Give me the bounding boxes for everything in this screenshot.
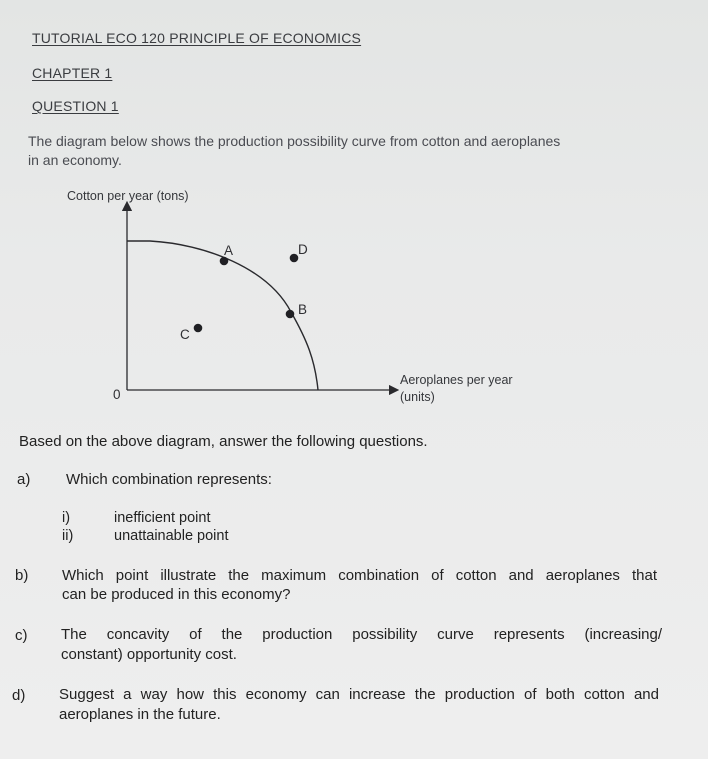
intro-line-2: in an economy.	[28, 152, 122, 168]
chapter-heading: CHAPTER 1	[32, 65, 113, 81]
point-d-label: D	[298, 242, 308, 257]
y-axis-label: Cotton per year (tons)	[67, 189, 189, 203]
point-a-label: A	[224, 243, 234, 258]
question-a-text: Which combination represents:	[66, 471, 272, 488]
question-heading: QUESTION 1	[32, 98, 119, 114]
question-a-i-text: inefficient point	[114, 510, 211, 526]
question-b-line-1: Which point illustrate the maximum combination of cotton and aeroplanes that	[62, 567, 657, 584]
question-d-line-1: Suggest a way how this economy can increase the production of both cotton and	[59, 686, 659, 703]
tutorial-heading: TUTORIAL ECO 120 PRINCIPLE OF ECONOMICS	[32, 30, 362, 46]
question-b-marker: b)	[15, 567, 29, 584]
point-b-label: B	[298, 302, 308, 317]
question-d-marker: d)	[12, 687, 26, 704]
question-a-ii-marker: ii)	[62, 528, 74, 544]
origin-label: 0	[113, 387, 121, 402]
point-c-marker	[194, 324, 203, 333]
point-c-label: C	[180, 327, 190, 342]
question-c-line-1: The concavity of the production possibility curve represents (increasing/	[61, 626, 662, 643]
intro-line-1: The diagram below shows the production possibility curve from cotton and aeroplanes	[28, 133, 561, 149]
question-c-marker: c)	[15, 627, 28, 644]
question-d-line-2: aeroplanes in the future.	[59, 706, 221, 723]
question-a-marker: a)	[17, 471, 31, 488]
question-a-ii-text: unattainable point	[114, 528, 229, 544]
question-b-line-2: can be produced in this economy?	[62, 586, 291, 603]
question-a-i-marker: i)	[62, 510, 71, 526]
question-c-line-2: constant) opportunity cost.	[61, 646, 237, 663]
point-d-marker	[290, 254, 299, 263]
x-axis-label-line-1: Aeroplanes per year	[400, 373, 513, 387]
point-b-marker	[286, 310, 295, 319]
x-axis-label-line-2: (units)	[400, 390, 435, 404]
instructions-text: Based on the above diagram, answer the following questions.	[19, 433, 428, 450]
